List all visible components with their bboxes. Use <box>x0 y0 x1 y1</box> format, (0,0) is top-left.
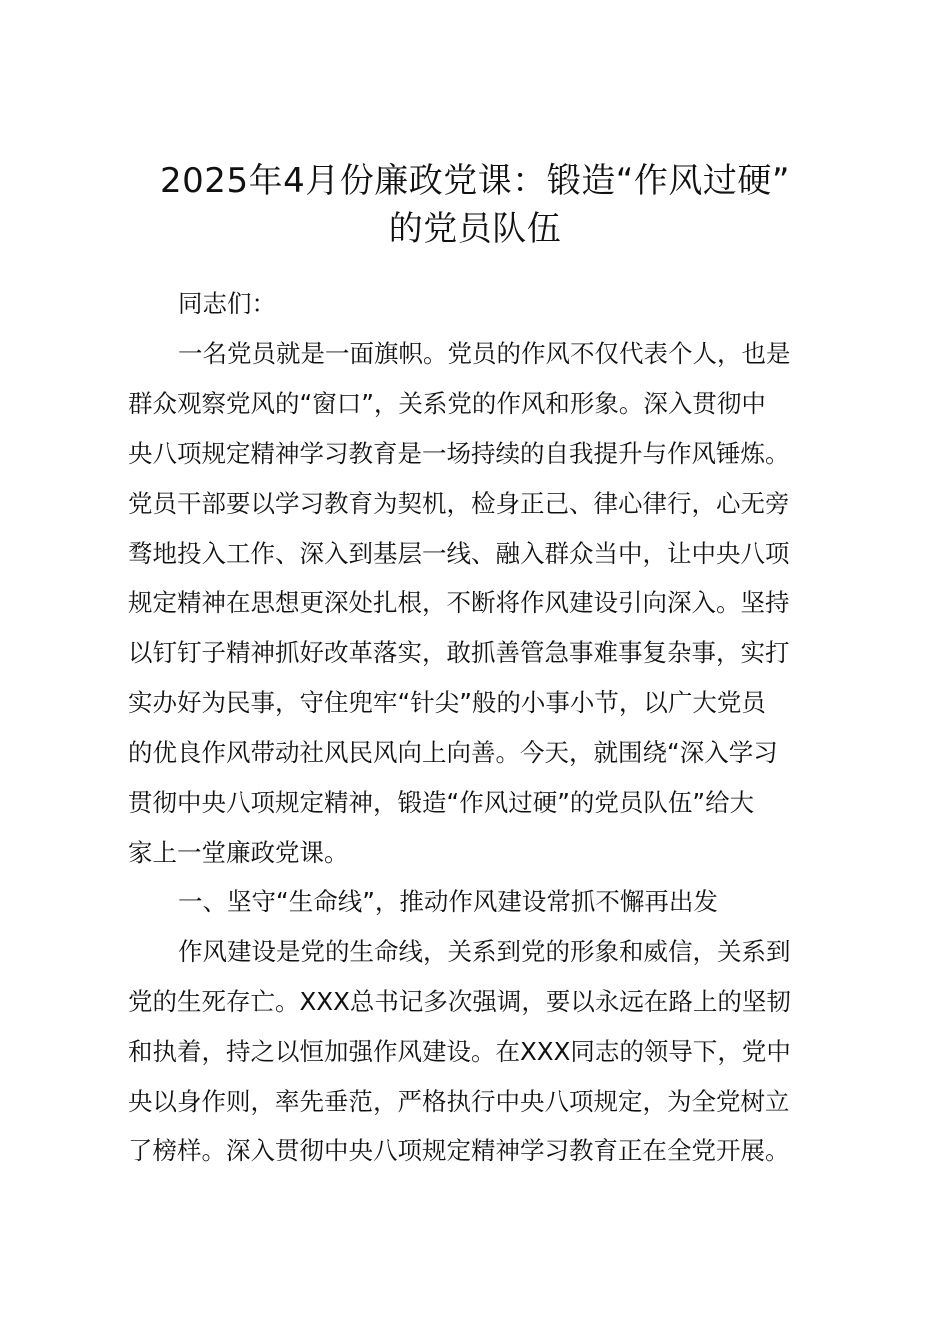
paragraph-line: 央八项规定精神学习教育是一场持续的自我提升与作风锤炼。 <box>128 439 790 468</box>
paragraph-line: 骛地投入工作、深入到基层一线、融入群众当中，让中央八项 <box>128 539 790 568</box>
paragraph-line: 党的生死存亡。XXX总书记多次强调，要以永远在路上的坚韧 <box>128 987 791 1016</box>
paragraph-line: 作风建设是党的生命线，关系到党的形象和威信，关系到 <box>178 937 791 966</box>
paragraph-line: 贯彻中央八项规定精神，锻造“作风过硬”的党员队伍”给大 <box>128 788 755 817</box>
paragraph-line: 群众观察党风的“窗口”，关系党的作风和形象。深入贯彻中 <box>128 389 766 418</box>
section-heading: 一、坚守“生命线”，推动作风建设常抓不懈再出发 <box>178 887 718 916</box>
paragraph-line: 一名党员就是一面旗帜。党员的作风不仅代表个人，也是 <box>178 339 791 368</box>
paragraph-line: 实办好为民事，守住兜牢“针尖”般的小事小节，以广大党员 <box>128 688 766 717</box>
salutation: 同志们： <box>178 289 276 318</box>
paragraph-line: 党员干部要以学习教育为契机，检身正己、律心律行，心无旁 <box>128 489 790 518</box>
paragraph-line: 规定精神在思想更深处扎根，不断将作风建设引向深入。坚持 <box>128 588 790 617</box>
document-title-line-1: 2025年4月份廉政党课：锻造“作风过硬” <box>160 161 790 201</box>
paragraph-line: 以钉钉子精神抓好改革落实，敢抓善管急事难事复杂事，实打 <box>128 638 790 667</box>
document-title-line-2: 的党员队伍 <box>388 209 562 249</box>
paragraph-line: 央以身作则，率先垂范，严格执行中央八项规定，为全党树立 <box>128 1087 790 1116</box>
paragraph-line: 和执着，持之以恒加强作风建设。在XXX同志的领导下，党中 <box>128 1037 791 1066</box>
paragraph-line: 的优良作风带动社风民风向上向善。今天，就围绕“深入学习 <box>128 738 778 767</box>
paragraph-line: 了榜样。深入贯彻中央八项规定精神学习教育正在全党开展。 <box>128 1136 790 1165</box>
paragraph-line: 家上一堂廉政党课。 <box>128 838 349 867</box>
